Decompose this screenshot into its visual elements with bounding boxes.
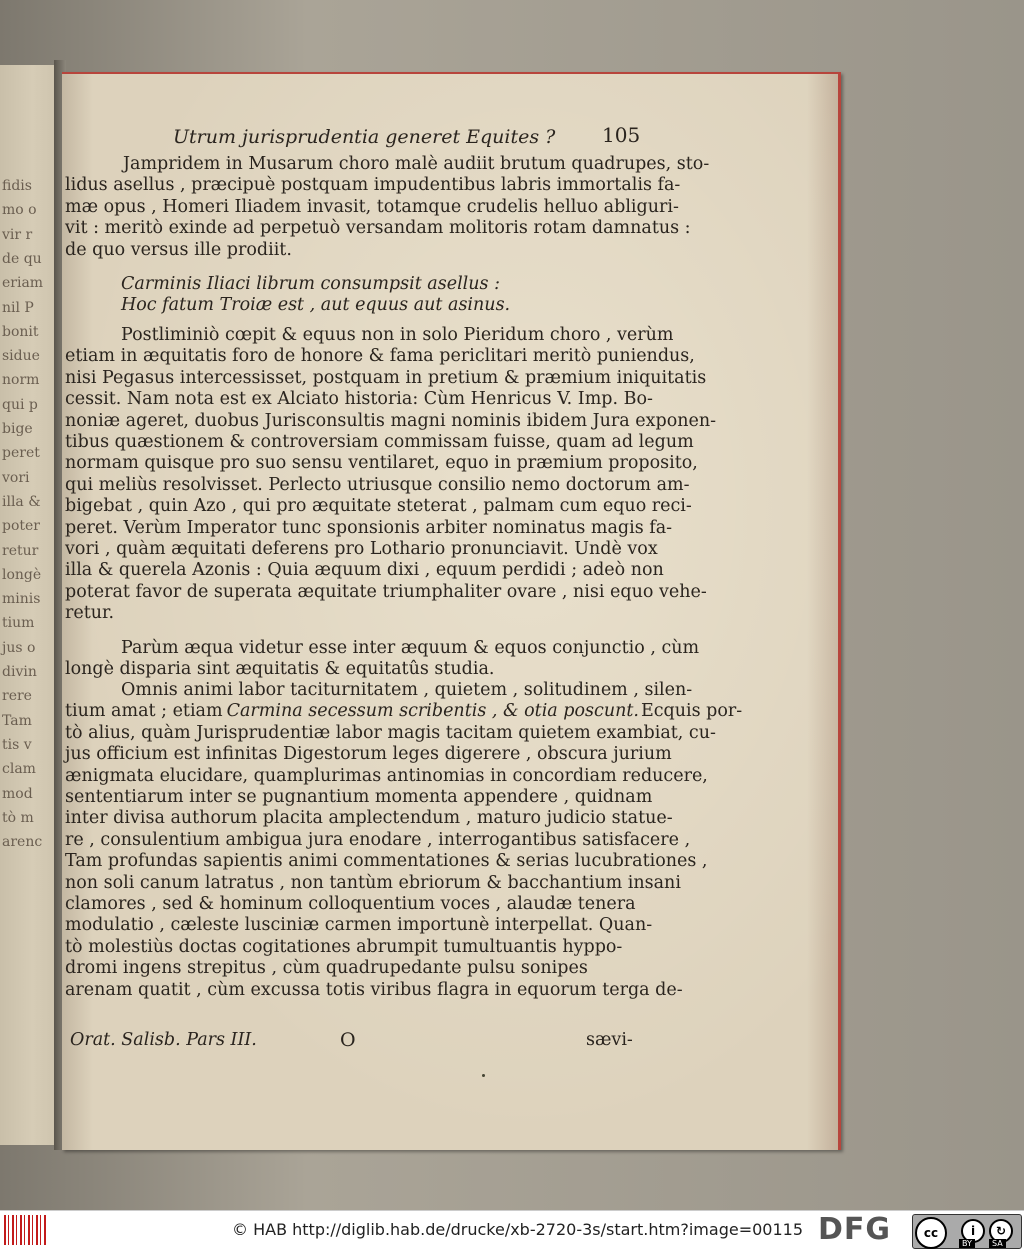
text-line: Postliminiò cœpit & equus non in solo Pieridum choro , verùm (121, 325, 674, 345)
catchword: sævi- (586, 1030, 633, 1050)
text-line: illa & querela Azonis : Quia æquum dixi , equum perdidi ; adeò non (65, 560, 664, 581)
text-line: tibus quæstionem & controversiam commissam fuisse, quam ad legum (65, 432, 694, 452)
share-alike-icon: ↻ (989, 1219, 1013, 1243)
prev-page-text: tis v (2, 736, 32, 753)
text-line: clamores , sed & hominum colloquentium voces , alaudæ tenera (65, 894, 636, 914)
prev-page-text: peret (2, 445, 40, 462)
dfg-logo: DFG (818, 1212, 892, 1247)
copyright-link[interactable]: © HAB http://diglib.hab.de/drucke/xb-2720-3s/start.htm?image=00115 (232, 1220, 803, 1239)
text-line: peret. Verùm Imperator tunc sponsionis arbiter nominatus magis fa- (65, 517, 673, 538)
prev-page-text: de qu (2, 250, 42, 267)
text-line: de quo versus ille prodiit. (65, 239, 292, 260)
previous-page-edge (0, 65, 55, 1145)
prev-page-text: fidis (2, 178, 32, 194)
prev-page-text: nil P (2, 299, 34, 316)
attribution-icon: i (961, 1219, 985, 1243)
prev-page-text: bige (2, 421, 33, 437)
text-line: non soli canum latratus , non tantùm ebriorum & bacchantium insani (65, 872, 681, 893)
prev-page-text: bonit (2, 323, 39, 340)
text-line: retur. (65, 603, 115, 624)
gathering-mark: O (340, 1029, 356, 1051)
text-line: Omnis animi labor taciturnitatem , quietem , solitudinem , silen- (121, 680, 693, 700)
prev-page-text: vir r (2, 226, 33, 243)
text-line: qui meliùs resolvisset. Perlecto utriusque consilio nemo doctorum am- (65, 474, 690, 495)
prev-page-text: Tam (2, 712, 32, 729)
text-line: Parùm æqua videtur esse inter æquum & equos conjunctio , cùm (121, 638, 700, 658)
cc-icon: cc (915, 1217, 947, 1249)
text-line: cessit. Nam nota est ex Alciato historia: Cùm Henricus V. Imp. Bo- (65, 389, 653, 410)
text-line: jus officium est infinitas Digestorum leges digerere , obscura jurium (65, 744, 672, 765)
text-line: tò molestiùs doctas cogitationes abrumpit tumultuantis hyppo- (65, 936, 623, 957)
prev-page-text: clam (2, 761, 36, 778)
barcode-icon (4, 1215, 48, 1245)
text-line: dromi ingens strepitus , cùm quadrupedante pulsu sonipes (65, 958, 588, 979)
prev-page-text: tò m (2, 809, 34, 826)
text-line: noniæ ageret, duobus Jurisconsultis magni nominis ibidem Jura exponen- (65, 410, 717, 431)
text-line: inter divisa authorum placita amplectendum , maturo judicio statue- (65, 808, 673, 829)
prev-page-text: mod (2, 785, 33, 802)
page-number: 105 (602, 123, 641, 147)
text-line: normam quisque pro suo sensu ventilaret, equo in præmium proposito, (65, 453, 698, 474)
prev-page-text: arenc (2, 834, 43, 851)
prev-page-text: minis (2, 591, 41, 608)
ink-dot (482, 1074, 485, 1077)
text-line: arenam quatit , cùm excussa totis viribus flagra in equorum terga de- (65, 979, 683, 1000)
text-line (65, 700, 742, 722)
prev-page-text: vori (2, 469, 30, 486)
text-line: vori , quàm æquitati deferens pro Lothario pronunciavit. Undè vox (65, 539, 658, 559)
prev-page-text: longè (2, 566, 42, 583)
text-line: longè disparia sint æquitatis & equitatûs studia. (65, 659, 495, 680)
sa-label: SA (989, 1239, 1006, 1248)
text-line: re , consulentium ambigua jura enodare , interrogantibus satisfacere , (65, 829, 691, 850)
viewer-footer-bar (0, 1210, 1024, 1250)
text-line: bigebat , quin Azo , qui pro æquitate steterat , palmam cum equo reci- (65, 496, 692, 517)
text-line: etiam in æquitatis foro de honore & fama periclitari meritò puniendus, (65, 346, 695, 367)
text-fragment: Ecquis por- (640, 701, 743, 722)
text-line: tò alius, quàm Jurisprudentiæ labor magis tacitam quietem exambiat, cu- (65, 722, 716, 743)
prev-page-text: norm (2, 372, 40, 389)
text-line: poterat favor de superata æquitate triumphaliter ovare , nisi equo vehe- (65, 581, 707, 602)
book-page (62, 72, 841, 1150)
by-label: BY (959, 1239, 975, 1248)
verse-line: Carminis Iliaci librum consumpsit asellus : (121, 274, 500, 294)
text-line: sententiarum inter se pugnantium momenta appendere , quidnam (65, 787, 653, 807)
text-line: lidus asellus , præcipuè postquam impudentibus labris immortalis fa- (65, 175, 681, 196)
prev-page-text: divin (2, 664, 37, 680)
prev-page-text: mo o (2, 202, 37, 219)
cc-license-badge[interactable] (912, 1214, 1022, 1249)
prev-page-text: tium (2, 615, 35, 632)
verse-line: Hoc fatum Troiæ est , aut equus aut asinus. (121, 295, 511, 316)
text-line: modulatio , cæleste lusciniæ carmen importunè interpellat. Quan- (65, 915, 653, 936)
text-line: Tam profundas sapientis animi commentationes & serias lucubrationes , (65, 851, 708, 872)
text-line: ænigmata elucidare, quamplurimas antinomias in concordiam reducere, (65, 765, 708, 786)
prev-page-text: eriam (2, 275, 44, 292)
prev-page-text: rere (2, 688, 32, 705)
text-fragment: tium amat ; etiam (65, 701, 223, 722)
prev-page-text: illa & (2, 493, 41, 510)
prev-page-text: sidue (2, 348, 40, 365)
prev-page-text: qui p (2, 396, 38, 413)
prev-page-text: poter (2, 518, 40, 535)
running-title: Utrum jurisprudentia generet Equites ? (173, 126, 556, 148)
text-line: nisi Pegasus intercessisset, postquam in pretium & præmium iniquitatis (65, 367, 707, 388)
text-line: vit : meritò exinde ad perpetuò versandam molitoris rotam damnatus : (65, 218, 691, 239)
prev-page-text: retur (2, 542, 39, 559)
text-line: Jampridem in Musarum choro malè audiit brutum quadrupes, sto- (123, 154, 710, 174)
quotation: Carmina secessum scribentis , & otia poscunt. (226, 701, 639, 722)
text-line: mæ opus , Homeri Iliadem invasit, totamque crudelis helluo abliguri- (65, 196, 679, 217)
signature-line: Orat. Salisb. Pars III. (70, 1030, 257, 1050)
prev-page-text: jus o (2, 639, 36, 656)
